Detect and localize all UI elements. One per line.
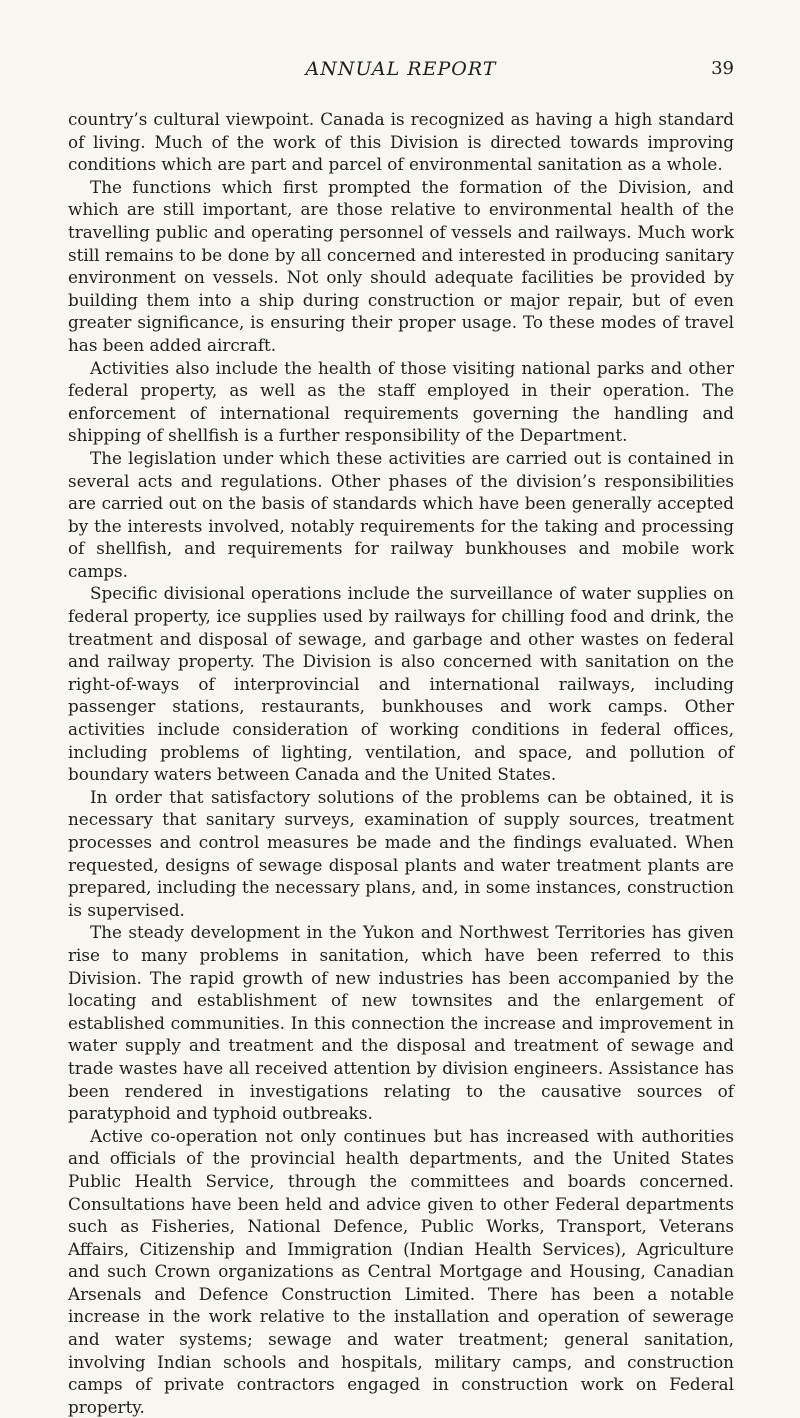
paragraph-operations: Specific divisional operations include the surveillance of water supplies on federal property, ice supplies used by railways for chilling food and drink, the treatment and disposal of sewage, and garbage and other wastes on federal and railway property. The Division is also concerned with sanitation on the right-of-ways of interprovincial and international railways, including passenger stations, restaurants, bunkhouses and work camps. Other activities include consideration of working conditions in federal offices, including problems of lighting, ventilation, and space, and pollution of boundary waters between Canada and the United States. — [68, 583, 734, 785]
header-title: ANNUAL REPORT — [305, 58, 497, 80]
paragraph-continued: country’s cultural viewpoint. Canada is recognized as having a high standard of living. Much of the work of this Division is directed towards improving conditions which are part and parcel of environmental sanitation as a whole. — [68, 109, 734, 175]
page-number: 39 — [711, 58, 734, 79]
paragraph-legislation: The legislation under which these activities are carried out is contained in several acts and regulations. Other phases of the division’s responsibilities are carried out on the basis of standards which have been generally accepted by the interests involved, notably requirements for the taking and processing of shellfish, and requirements for railway bunkhouses and mobile work camps. — [68, 447, 734, 581]
running-header — [68, 58, 734, 88]
paragraph-yukon: The steady development in the Yukon and Northwest Territories has given rise to many problems in sanitation, which have been referred to this Division. The rapid growth of new industries has been accompanied by the locating and establishment of new townsites and the enlargement of established communities. In this connection the increase and improvement in water supply and treatment and the disposal and treatment of sewage and trade wastes have all received attention by division engineers. Assistance has been rendered in investigations relating to the causative sources of paratyphoid and typhoid outbreaks. — [68, 922, 734, 1124]
paragraph-functions: The functions which first prompted the formation of the Division, and which are still important, are those relative to environmental health of the travelling public and operating personnel of vessels and railways. Much work still remains to be done by all concerned and interested in producing sanitary environment on vessels. Not only should adequate facilities be provided by building them into a ship during construction or major repair, but of even greater significance, is ensuring their proper usage. To these modes of travel has been added aircraft. — [68, 176, 734, 355]
body-text — [68, 108, 734, 1418]
paragraph-surveys: In order that satisfactory solutions of the problems can be obtained, it is necessary that sanitary surveys, examination of supply sources, treatment processes and control measures be made and the findings evaluated. When requested, designs of sewage disposal plants and water treatment plants are prepared, including the necessary plans, and, in some instances, construction is supervised. — [68, 786, 734, 920]
paragraph-activities: Activities also include the health of those visiting national parks and other federal property, as well as the staff employed in their operation. The enforcement of international requirements governing the handling and shipping of shellfish is a further responsibility of the Department. — [68, 357, 734, 446]
paragraph-cooperation: Active co-operation not only continues but has increased with authorities and officials of the provincial health departments, and the United States Public Health Service, through the committees and boards concerned. Consultations have been held and advice given to other Federal departments such as Fisheries, National Defence, Public Works, Transport, Veterans Affairs, Citizenship and Immigration (Indian Health Services), Agriculture and such Crown organizations as Central Mortgage and Housing, Canadian Arsenals and Defence Construction Limited. There has been a notable increase in the work relative to the installation and operation of sewerage and water systems; sewage and water treatment; general sanitation, involving Indian schools and hospitals, military camps, and construction camps of private contractors engaged in construction work on Federal property. — [68, 1125, 734, 1417]
